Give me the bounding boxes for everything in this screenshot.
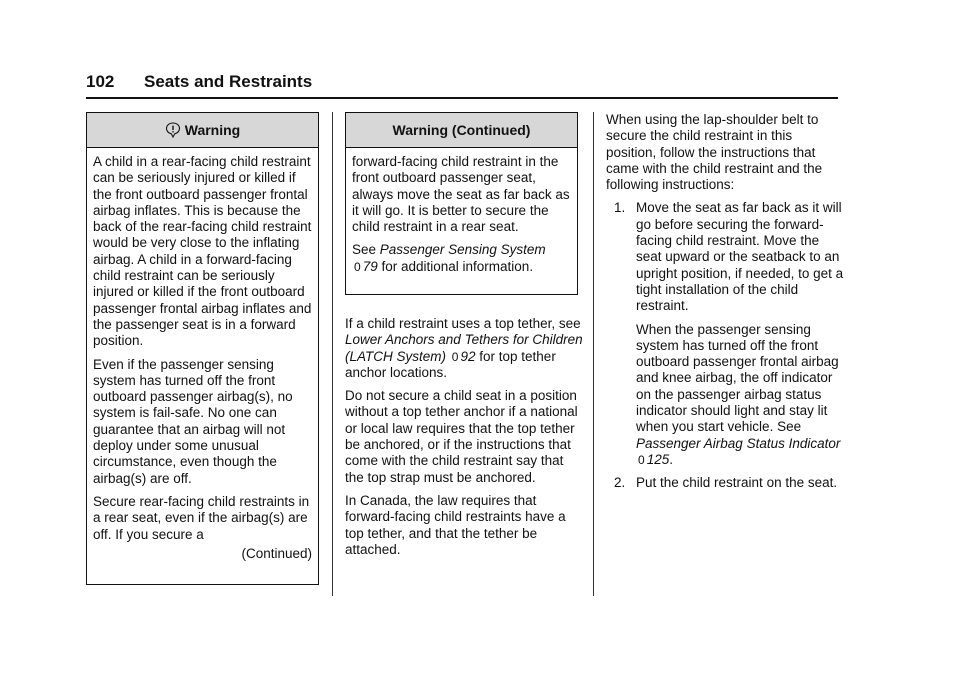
page-ref-icon: 0 <box>451 349 459 364</box>
see-reference-paragraph <box>352 242 571 275</box>
page-ref-icon: 0 <box>638 452 645 467</box>
instruction-list <box>606 200 846 491</box>
cross-reference-link[interactable]: Passenger Airbag Status Indicator <box>636 435 841 451</box>
step-number: 2. <box>614 475 626 491</box>
paragraph-text: for top tether anchor locations. <box>345 348 556 380</box>
warning-box-continued <box>345 112 578 295</box>
warning-box <box>86 112 319 585</box>
body-paragraph <box>345 316 585 381</box>
body-paragraph: When using the lap-shoulder belt to secure the child restraint in this position, follow the instructions that came with the child restraint and the following instructions: <box>606 112 823 193</box>
warning-balloon-icon <box>165 122 181 138</box>
paragraph-text: If a child restraint uses a top tether, see <box>345 316 581 331</box>
step-text: Put the child restraint on the seat. <box>636 475 838 491</box>
body-paragraph: Do not secure a child seat in a position without a top tether anchor if a national or local law requires that the top tether be anchored, or if the instructions that come with the child restraint say that the top strap must be anchored. <box>345 388 578 485</box>
paragraph-text: . <box>669 451 673 467</box>
page-reference[interactable]: 79 <box>362 258 378 274</box>
list-item <box>606 475 846 491</box>
page-header <box>86 72 838 102</box>
warning-paragraph: A child in a rear-facing child restraint can be seriously injured or killed if the front outboard passenger frontal airbag inflates. This is because the back of the rear-facing child restraint would be very close to the inflating airbag. A child in a forward-facing child restraint can be seriously injured or killed if the front outboard passenger frontal airbag inflates and the passenger seat is in a forward position. <box>93 154 312 349</box>
column-2-text <box>345 316 585 565</box>
step-number: 1. <box>614 200 626 216</box>
warning-body <box>87 148 318 566</box>
warning-header <box>87 113 318 148</box>
step-text: Move the seat as far back as it will go before securing the forward-facing child restraint. Move the seat upward or the seatback to an upright position, if needed, to get a tight installation of the child restraint. <box>636 200 844 314</box>
continued-label: (Continued) <box>241 545 312 561</box>
header-rule <box>86 97 838 99</box>
column-3-text <box>606 112 846 499</box>
see-prefix: See <box>352 242 377 258</box>
warning-paragraph: Secure rear-facing child restraints in a rear seat, even if the airbag(s) are off. If you secure a <box>93 493 310 542</box>
cross-reference-link[interactable]: Passenger Sensing System <box>379 242 546 258</box>
step-note <box>636 322 846 469</box>
section-title: Seats and Restraints <box>144 72 313 91</box>
page-reference[interactable]: 92 <box>460 348 476 364</box>
warning-title: Warning <box>184 122 241 138</box>
page-ref-icon: 0 <box>354 259 361 274</box>
page-reference[interactable]: 125 <box>646 451 670 467</box>
body-paragraph: In Canada, the law requires that forward-facing child restraints have a top tether, and that the tether be attached. <box>345 492 566 557</box>
see-suffix: for additional information. <box>381 258 534 274</box>
column-divider <box>332 112 333 596</box>
warning-paragraph: Even if the passenger sensing system has turned off the front outboard passenger airbag(s), no system is fail-safe. No one can guarantee that an airbag will not deploy under some unusual circumstance, even though the airbag(s) are off. <box>93 356 293 486</box>
paragraph-text: When the passenger sensing system has turned off the front outboard passenger frontal airbag and knee airbag, the off indicator on the passenger airbag status indicator should light and stay lit when you start vehicle. See <box>636 321 839 435</box>
list-item <box>606 200 846 468</box>
page-number: 102 <box>86 72 115 91</box>
warning-title: Warning (Continued) <box>392 122 531 138</box>
warning-paragraph: forward-facing child restraint in the front outboard passenger seat, always move the seat as far back as it will go. It is better to secure the child restraint in a rear seat. <box>352 154 570 235</box>
cross-reference-link[interactable]: Lower Anchors and Tethers for Children (LATCH System) <box>345 332 583 364</box>
warning-header <box>346 113 577 148</box>
column-divider <box>593 112 594 596</box>
warning-body <box>346 148 577 286</box>
